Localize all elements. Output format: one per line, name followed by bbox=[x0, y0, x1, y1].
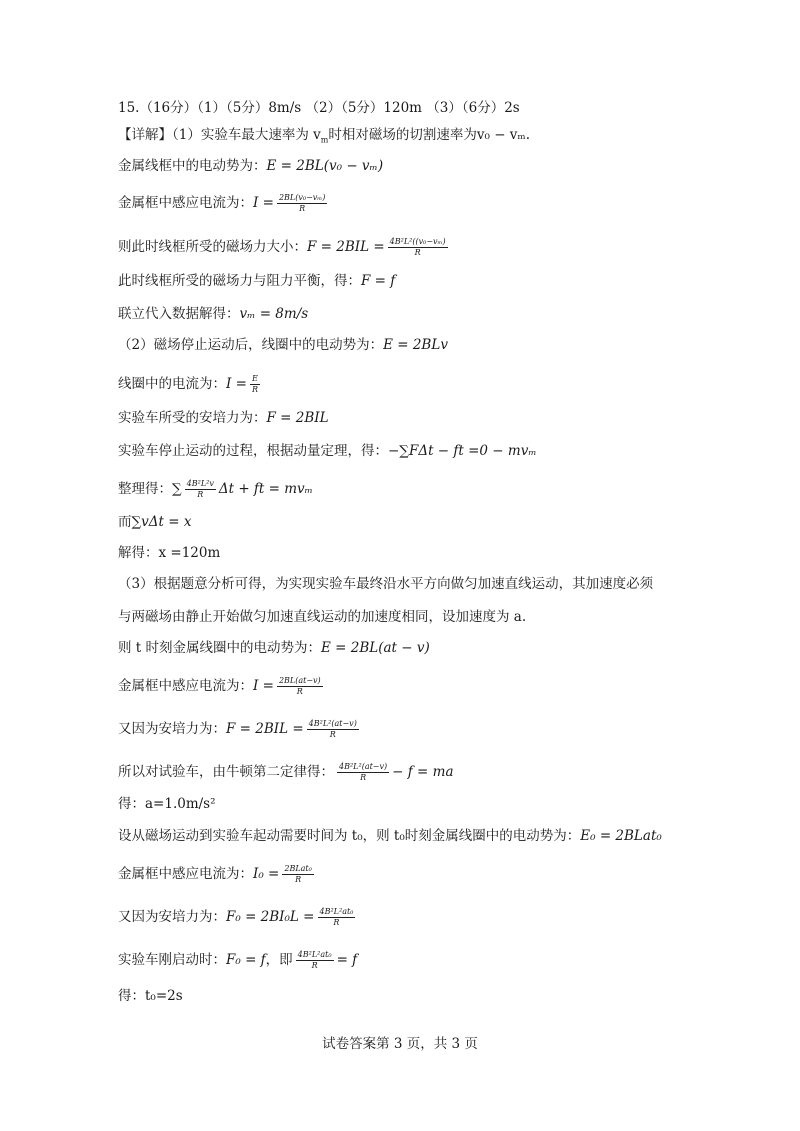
equation: I = bbox=[226, 376, 247, 392]
denominator: R bbox=[329, 730, 336, 739]
equation: E = 2BLv bbox=[383, 337, 448, 353]
denominator: R bbox=[333, 918, 340, 927]
line-text: 线圈中的电流为： bbox=[118, 376, 226, 392]
equation: I₀ = bbox=[253, 866, 280, 882]
denominator: R bbox=[295, 875, 302, 884]
line-solve-vm bbox=[118, 306, 308, 322]
equation: − f = ma bbox=[392, 764, 454, 780]
numerator: 2BLat₀ bbox=[284, 864, 312, 873]
numerator: 2BL(v₀−vₘ) bbox=[278, 193, 326, 202]
line-part3-current bbox=[118, 676, 326, 697]
fraction bbox=[337, 762, 389, 783]
equation: I = bbox=[253, 678, 274, 694]
line-part3-force bbox=[118, 719, 362, 740]
numerator: 4B²L²at₀ bbox=[319, 907, 354, 916]
line-text: 又因为安培力为： bbox=[118, 909, 226, 925]
equation: F = f bbox=[361, 273, 396, 289]
equation: F = 2BIL = bbox=[226, 721, 304, 737]
fraction bbox=[388, 237, 448, 258]
fraction bbox=[277, 193, 327, 214]
line-part2-force bbox=[118, 410, 329, 426]
detail-text: 【详解】（1）实验车最大速率为 v bbox=[118, 127, 321, 143]
denominator: R bbox=[311, 961, 318, 970]
line-part2-current bbox=[118, 374, 263, 395]
line-text: 整理得： bbox=[118, 481, 172, 497]
line-solve-x: 解得：x =120m bbox=[118, 545, 221, 561]
equation: E = 2BL(v₀ − vₘ) bbox=[266, 158, 384, 174]
line-text: 实验车刚启动时： bbox=[118, 952, 226, 968]
equation: = f bbox=[336, 952, 358, 968]
line-text: 金属框中感应电流为： bbox=[118, 195, 253, 211]
equation: vₘ = 8m/s bbox=[239, 306, 309, 322]
line-text: 实验车停止运动的过程，根据动量定理，得： bbox=[118, 443, 388, 459]
equation: I = bbox=[253, 195, 274, 211]
line-part3-emf bbox=[118, 640, 430, 656]
line-sum-x bbox=[118, 514, 191, 530]
numerator: 4B²L²v bbox=[186, 479, 214, 488]
numerator: E bbox=[250, 374, 260, 385]
numerator: 2BL(at−v) bbox=[278, 676, 321, 685]
denominator: R bbox=[360, 773, 367, 782]
line-part3-intro: （3）根据题意分析可得，为实现实验车最终沿水平方向做匀加速直线运动，其加速度必须 bbox=[118, 576, 654, 592]
fraction bbox=[296, 950, 334, 971]
line-text: 所以对试验车，由牛顿第二定律得： bbox=[118, 764, 334, 780]
line-text: 则此时线框所受的磁场力大小： bbox=[118, 239, 307, 255]
equation: E₀ = 2BLat₀ bbox=[580, 828, 662, 844]
line-solve-t0: 得：t₀=2s bbox=[118, 988, 183, 1004]
fraction bbox=[185, 479, 216, 500]
numerator: 4B²L²at₀ bbox=[297, 950, 332, 959]
line-t0-current bbox=[118, 864, 317, 885]
equation: ∑vΔt = x bbox=[131, 514, 192, 530]
equation: F₀ = f bbox=[226, 952, 266, 968]
line-t0-emf bbox=[118, 828, 662, 844]
line-text: 金属线框中的电动势为： bbox=[118, 158, 267, 174]
line-text: 则 t 时刻金属线圈中的电动势为： bbox=[118, 640, 322, 656]
denominator: R bbox=[299, 204, 306, 213]
fraction bbox=[318, 907, 356, 928]
line-text: （2）磁场停止运动后，线圈中的电动势为： bbox=[118, 337, 384, 353]
fraction bbox=[277, 676, 323, 697]
line-text: 联立代入数据解得： bbox=[118, 306, 240, 322]
detail-intro bbox=[118, 127, 530, 149]
line-text: 实验车所受的安培力为： bbox=[118, 410, 267, 426]
fraction bbox=[282, 864, 313, 885]
equation: F = 2BIL = bbox=[307, 239, 385, 255]
equation: Δt + ft = mvₘ bbox=[218, 481, 313, 497]
line-emf bbox=[118, 158, 383, 174]
line-arrange bbox=[118, 479, 313, 500]
fraction bbox=[250, 374, 260, 395]
numerator: 4B²L²((v₀−vₘ) bbox=[389, 237, 446, 246]
denominator: R bbox=[414, 248, 421, 257]
line-current bbox=[118, 193, 330, 214]
page-footer: 试卷答案第 3 页，共 3 页 bbox=[322, 1036, 478, 1052]
equation: F₀ = 2BI₀L = bbox=[226, 909, 315, 925]
denominator: R bbox=[197, 490, 204, 499]
line-momentum bbox=[118, 443, 537, 459]
line-text: 金属框中感应电流为： bbox=[118, 678, 253, 694]
line-text: 又因为安培力为： bbox=[118, 721, 226, 737]
line-part2-emf bbox=[118, 337, 448, 353]
equation: −∑FΔt − ft =0 − mvₘ bbox=[388, 443, 537, 459]
answer-header: 15.（16分）（1）（5分）8m/s （2）（5分）120m （3）（6分）2s bbox=[118, 100, 520, 116]
line-part3-cont: 与两磁场由静止开始做匀加速直线运动的加速度相同，设加速度为 a. bbox=[118, 609, 527, 625]
line-text: 设从磁场运动到实验车起动需要时间为 t₀，则 t₀时刻金属线圈中的电动势为： bbox=[118, 828, 581, 844]
equation: F = 2BIL bbox=[266, 410, 329, 426]
line-t0-force bbox=[118, 907, 358, 928]
line-force bbox=[118, 237, 451, 258]
sum-symbol: ∑ bbox=[172, 481, 182, 497]
line-text: 而 bbox=[118, 514, 132, 530]
numerator: 4B²L²(at−v) bbox=[308, 719, 357, 728]
line-start bbox=[118, 950, 357, 971]
fraction bbox=[307, 719, 359, 740]
numerator: 4B²L²(at−v) bbox=[339, 762, 388, 771]
detail-tail: 时相对磁场的切割速率为v₀ − vₘ. bbox=[328, 127, 530, 143]
line-text: ，即 bbox=[265, 952, 293, 968]
line-text: 金属框中感应电流为： bbox=[118, 866, 253, 882]
detail-sub: m bbox=[320, 135, 329, 145]
denominator: R bbox=[296, 687, 303, 696]
line-accel: 得：a=1.0m/s² bbox=[118, 796, 216, 812]
line-balance bbox=[118, 273, 395, 289]
equation: E = 2BL(at − v) bbox=[321, 640, 430, 656]
line-text: 此时线框所受的磁场力与阻力平衡，得： bbox=[118, 273, 361, 289]
line-newton bbox=[118, 762, 454, 783]
denominator: R bbox=[251, 385, 258, 394]
